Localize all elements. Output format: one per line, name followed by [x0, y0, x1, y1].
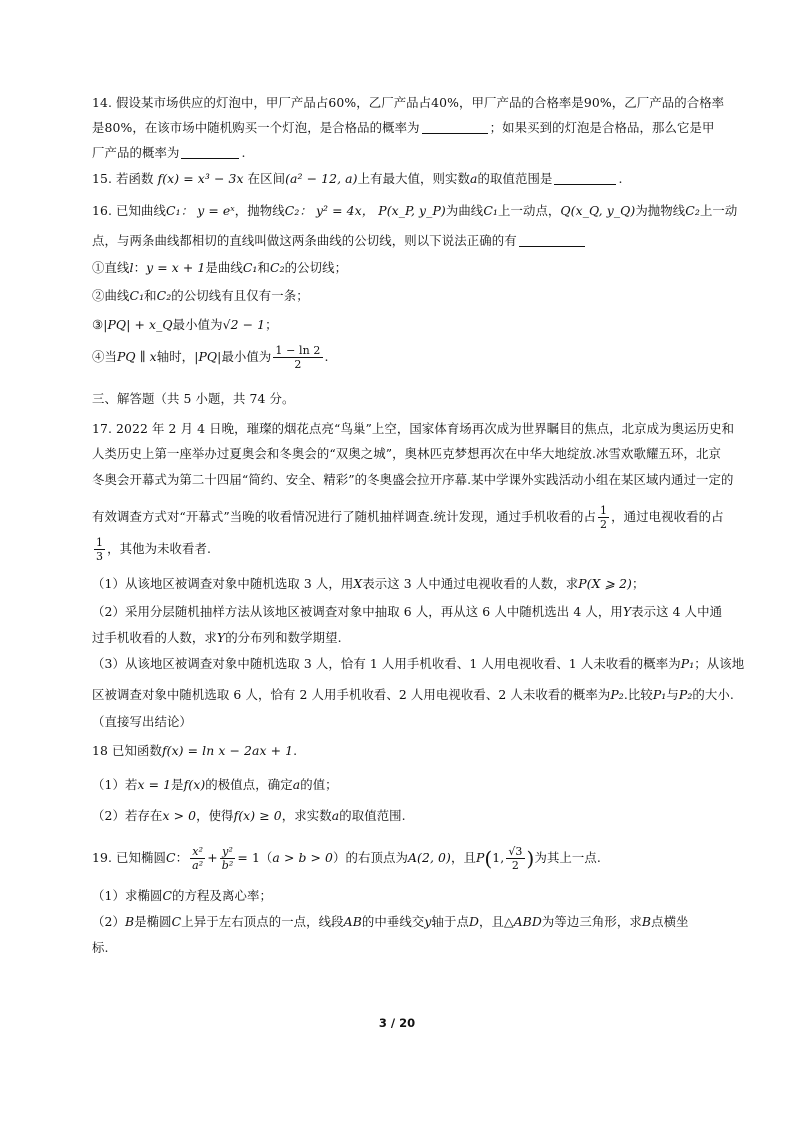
- q19-part-2-line-1: （2）B是椭圆C上异于左右顶点的一点，线段AB的中垂线交y轴于点D，且△ABD为等边三角形，求B点横坐: [92, 914, 689, 929]
- fraction: $\frac{√3}{2}$: [508, 845, 523, 872]
- fraction: $\frac{1}{2}$: [600, 504, 608, 531]
- answer-blank: [554, 172, 616, 185]
- q19-line: 19. 已知椭圆C： $\frac{\text{x²}}{\text{a²}}$ + $\frac{\text{y²}}{\text{b²}}$ = 1（a > b > 0）的右顶点为A(2, 0)，且P(1, $\frac{√3}{2}$ )为其上一点.: [92, 845, 601, 872]
- answer-blank: [519, 234, 585, 247]
- q16-option-4: ④当PQ ∥ x轴时，|PQ|最小值为 $\frac{1 - \ln 2}{2}$ .: [92, 344, 329, 371]
- q17-part-3-line-1: （3）从该地区被调查对象中随机选取 3 人，恰有 1 人用手机收看、1 人用电视收看、1 人未收看的概率为P₁；从该地: [92, 656, 745, 671]
- q17-line-1: 17. 2022 年 2 月 4 日晚，璀璨的烟花点亮“鸟巢”上空，国家体育场再次成为世界瞩目的焦点，北京成为奥运历史和: [92, 421, 735, 436]
- q16-option-3: ③|PQ| + x_Q最小值为√2 − 1；: [92, 317, 278, 332]
- section-3-title: 三、解答题（共 5 小题，共 74 分。: [92, 391, 295, 406]
- q16-line-1: 16. 已知曲线C₁： y = eˣ，抛物线C₂： y² = 4x， P(x_P, y_P)为曲线C₁上一动点，Q(x_Q, y_Q)为抛物线C₂上一动: [92, 203, 738, 218]
- q17-part-3-line-3: （直接写出结论）: [92, 714, 192, 729]
- answer-blank: [422, 121, 488, 134]
- q17-line-3: 冬奥会开幕式为第二十四届“简约、安全、精彩”的冬奥盛会拉开序幕.某中学课外实践活动小组在某区域内通过一定的: [92, 472, 734, 487]
- q17-line-5: $\frac{1}{3}$ ，其他为未收看者.: [96, 536, 212, 563]
- q17-line-4: 有效调查方式对“开幕式”当晚的收看情况进行了随机抽样调查.统计发现，通过手机收看的占 $\frac{1}{2}$ ，通过电视收看的占: [92, 504, 724, 531]
- q17-part-1: （1）从该地区被调查对象中随机选取 3 人，用X表示这 3 人中通过电视收看的人数，求P(X ⩾ 2)；: [92, 576, 645, 591]
- q17-line-2: 人类历史上第一座举办过夏奥会和冬奥会的“双奥之城”，奥林匹克梦想再次在中华大地绽放.冰雪欢歌耀五环，北京: [92, 446, 721, 461]
- q16-line-2: 点，与两条曲线都相切的直线叫做这两条曲线的公切线，则以下说法正确的有: [92, 233, 587, 249]
- fraction: $\frac{1 - \ln 2}{2}$: [275, 344, 321, 371]
- q14-line-1: 14. 假设某市场供应的灯泡中，甲厂产品占60%，乙厂产品占40%，甲厂产品的合格率是90%，乙厂产品的合格率: [92, 95, 725, 110]
- q14-line-2: 是80%，在该市场中随机购买一个灯泡，是合格品的概率为 ；如果买到的灯泡是合格品，那么它是甲: [92, 120, 715, 135]
- q14-line-3: 厂产品的概率为 .: [92, 145, 246, 160]
- q15-line: 15. 若函数 f(x) = x³ − 3x 在区间(a² − 12, a)上有最大值，则实数a的取值范围是 .: [92, 171, 623, 186]
- fraction: $\frac{\text{y²}}{\text{b²}}$: [221, 845, 234, 872]
- q17-part-3-line-2: 区被调查对象中随机选取 6 人，恰有 2 人用手机收看、2 人用电视收看、2 人未收看的概率为P₂.比较P₁与P₂的大小.: [92, 687, 734, 702]
- q16-option-1: ①直线l：y = x + 1是曲线C₁和C₂的公切线；: [92, 260, 348, 275]
- q17-part-2-line-2: 过手机收看的人数，求Y的分布列和数学期望.: [92, 630, 342, 645]
- q18-part-2: （2）若存在x > 0，使得f(x) ≥ 0，求实数a的取值范围.: [92, 808, 406, 823]
- q18-part-1: （1）若x = 1是f(x)的极值点，确定a的值；: [92, 777, 338, 792]
- q17-part-2-line-1: （2）采用分层随机抽样方法从该地区被调查对象中抽取 6 人，再从这 6 人中随机选出 4 人，用Y表示这 4 人中通: [92, 604, 723, 619]
- fraction: $\frac{\text{x²}}{\text{a²}}$: [192, 845, 204, 872]
- q16-option-2: ②曲线C₁和C₂的公切线有且仅有一条；: [92, 288, 309, 303]
- q19-part-1: （1）求椭圆C的方程及离心率；: [92, 888, 272, 903]
- q19-part-2-line-2: 标.: [92, 940, 109, 955]
- page-number: 3 / 20: [378, 1016, 416, 1030]
- answer-blank: [181, 146, 239, 159]
- q18-line: 18 已知函数f(x) = ln x − 2ax + 1.: [92, 743, 298, 758]
- fraction: $\frac{1}{3}$: [96, 536, 104, 563]
